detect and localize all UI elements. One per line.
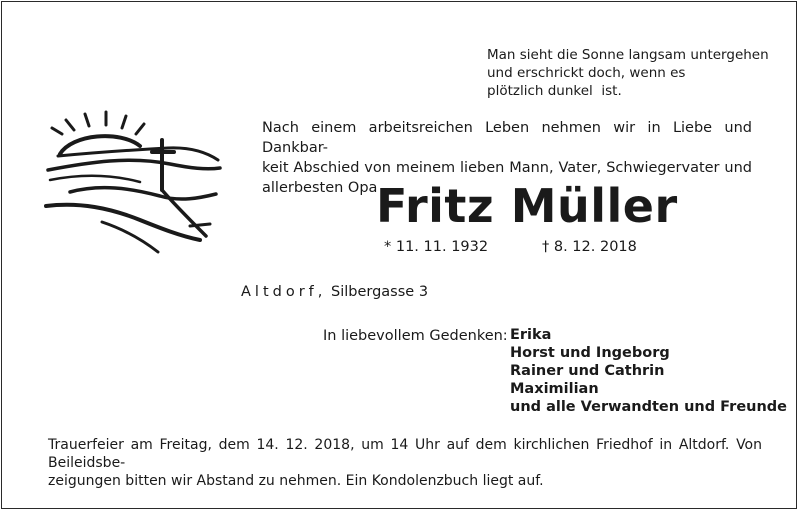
- address: [241, 282, 428, 302]
- poem: [487, 46, 777, 100]
- intro-line: keit Abschied von meinem lieben Mann, Vater, Schwiegervater und: [262, 160, 752, 176]
- address-place: Altdorf,: [241, 284, 327, 300]
- intro-line: Nach einem arbeitsreichen Leben nehmen wir in Liebe und Dankbar-: [262, 120, 752, 156]
- death-date: † 8. 12. 2018: [542, 239, 637, 255]
- mourners-list: [510, 326, 787, 416]
- funeral-info-line: Trauerfeier am Freitag, dem 14. 12. 2018, um 14 Uhr auf dem kirchlichen Friedhof in Altdorf. Von Beileidsbe-: [48, 437, 762, 471]
- poem-line: und erschrickt doch, wenn es: [487, 65, 686, 81]
- funeral-info: [48, 436, 762, 490]
- poem-line: plötzlich dunkel ist.: [487, 83, 622, 99]
- mourner-name: und alle Verwandten und Freunde: [510, 399, 788, 415]
- sunset-hills-cross-icon: [40, 108, 230, 258]
- mourners-label: In liebevollem Gedenken:: [323, 328, 508, 344]
- intro-line: allerbesten Opa: [262, 180, 378, 196]
- birth-date: * 11. 11. 1932: [384, 239, 489, 255]
- funeral-info-line: zeigungen bitten wir Abstand zu nehmen. Ein Kondolenzbuch liegt auf.: [48, 473, 544, 489]
- mourner-name: Rainer und Cathrin: [510, 363, 665, 379]
- poem-line: Man sieht die Sonne langsam untergehen: [487, 47, 769, 63]
- deceased-name: Fritz Müller: [376, 179, 678, 233]
- address-street: Silbergasse 3: [326, 284, 429, 300]
- mourner-name: Maximilian: [510, 381, 599, 397]
- mourner-name: Erika: [510, 327, 552, 343]
- mourner-name: Horst und Ingeborg: [510, 345, 670, 361]
